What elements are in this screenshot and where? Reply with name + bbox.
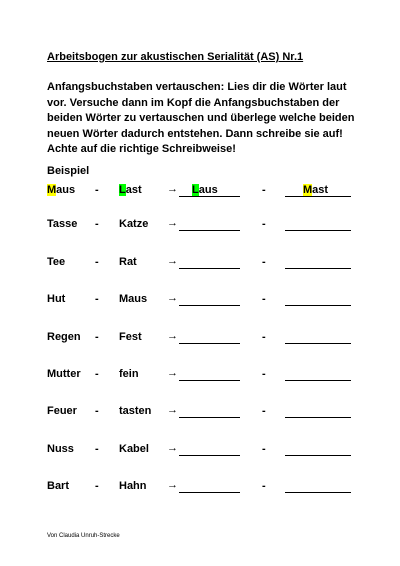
word1: Hut <box>47 293 66 305</box>
exercise-row <box>0 256 400 272</box>
separator: - <box>95 331 99 343</box>
word2: tasten <box>119 405 152 417</box>
answer2-blank[interactable] <box>285 218 351 231</box>
exercise-row <box>0 480 400 496</box>
answer1-blank[interactable] <box>179 331 240 344</box>
separator: - <box>262 293 266 305</box>
separator: - <box>95 405 99 417</box>
word-rest: aus <box>56 184 76 196</box>
word2: Katze <box>119 218 149 230</box>
answer2-blank[interactable] <box>285 331 351 344</box>
answer-text <box>192 184 218 196</box>
word1: Tee <box>47 256 66 268</box>
word1: Regen <box>47 331 81 343</box>
exercise-row <box>0 331 400 347</box>
arrow-right-icon: → <box>167 330 178 342</box>
separator: - <box>95 480 99 492</box>
separator: - <box>95 256 99 268</box>
separator: - <box>262 256 266 268</box>
word2: Hahn <box>119 480 147 492</box>
separator: - <box>262 184 266 196</box>
author-footer: Von Claudia Unruh-Strecke <box>47 533 120 539</box>
exercise-row <box>0 443 400 459</box>
arrow-right-icon: → <box>167 217 178 229</box>
separator: - <box>262 218 266 230</box>
word2: Fest <box>119 331 142 343</box>
word1: Feuer <box>47 405 77 417</box>
instructions <box>47 80 367 158</box>
separator: - <box>262 480 266 492</box>
example-label: Beispiel <box>47 165 90 177</box>
arrow-right-icon: → <box>167 292 178 304</box>
answer2-blank[interactable] <box>285 368 351 381</box>
word2: Rat <box>119 256 137 268</box>
example-word1 <box>47 184 75 196</box>
separator: - <box>95 368 99 380</box>
example-answer1 <box>179 184 240 197</box>
separator: - <box>95 184 99 196</box>
answer2-blank[interactable] <box>285 293 351 306</box>
highlight-letter: M <box>47 184 57 196</box>
separator: - <box>262 443 266 455</box>
instruction-line: Anfangsbuchstaben vertauschen: Lies dir die Wörter laut <box>47 81 347 93</box>
separator: - <box>262 331 266 343</box>
answer1-blank[interactable] <box>179 443 240 456</box>
exercise-row <box>0 405 400 421</box>
answer2-blank[interactable] <box>285 256 351 269</box>
instruction-line: Achte auf die richtige Schreibweise! <box>47 143 236 156</box>
exercise-row <box>0 368 400 384</box>
word-rest: ast <box>125 184 142 196</box>
answer1-blank[interactable] <box>179 480 240 493</box>
instruction-line: vor. Versuche dann im Kopf die Anfangsbuchstaben der <box>47 96 340 109</box>
word1: Tasse <box>47 218 78 230</box>
separator: - <box>262 368 266 380</box>
answer1-blank[interactable] <box>179 293 240 306</box>
separator: - <box>95 218 99 230</box>
example-row <box>0 184 400 200</box>
word1: Mutter <box>47 368 81 380</box>
arrow-right-icon: → <box>167 183 178 195</box>
arrow-right-icon: → <box>167 404 178 416</box>
word2: fein <box>119 368 139 380</box>
separator: - <box>95 443 99 455</box>
highlight-letter: L <box>119 184 126 196</box>
arrow-right-icon: → <box>167 479 178 491</box>
example-answer2 <box>285 184 351 197</box>
instruction-line: neuen Wörter dadurch entstehen. Dann schreibe sie auf! <box>47 127 343 140</box>
answer1-blank[interactable] <box>179 218 240 231</box>
answer1-blank[interactable] <box>179 256 240 269</box>
answer-text <box>303 184 328 196</box>
highlight-letter: M <box>303 184 313 196</box>
word-rest: aus <box>198 184 218 196</box>
answer2-blank[interactable] <box>285 405 351 418</box>
instruction-line: beiden Wörter zu vertauschen und überlege welche beiden <box>47 112 355 125</box>
separator: - <box>262 405 266 417</box>
answer1-blank[interactable] <box>179 368 240 381</box>
exercise-row <box>0 293 400 309</box>
answer1-blank[interactable] <box>179 405 240 418</box>
answer2-blank[interactable] <box>285 480 351 493</box>
word2: Maus <box>119 293 148 305</box>
example-word2 <box>119 184 142 196</box>
arrow-right-icon: → <box>167 367 178 379</box>
arrow-right-icon: → <box>167 442 178 454</box>
word-rest: ast <box>312 184 329 196</box>
word1: Bart <box>47 480 70 492</box>
answer2-blank[interactable] <box>285 443 351 456</box>
arrow-right-icon: → <box>167 255 178 267</box>
highlight-letter: L <box>192 184 199 196</box>
worksheet-title: Arbeitsbogen zur akustischen Serialität (AS) Nr.1 <box>47 51 304 63</box>
separator: - <box>95 293 99 305</box>
exercise-row <box>0 218 400 234</box>
word1: Nuss <box>47 443 74 455</box>
word2: Kabel <box>119 443 149 455</box>
